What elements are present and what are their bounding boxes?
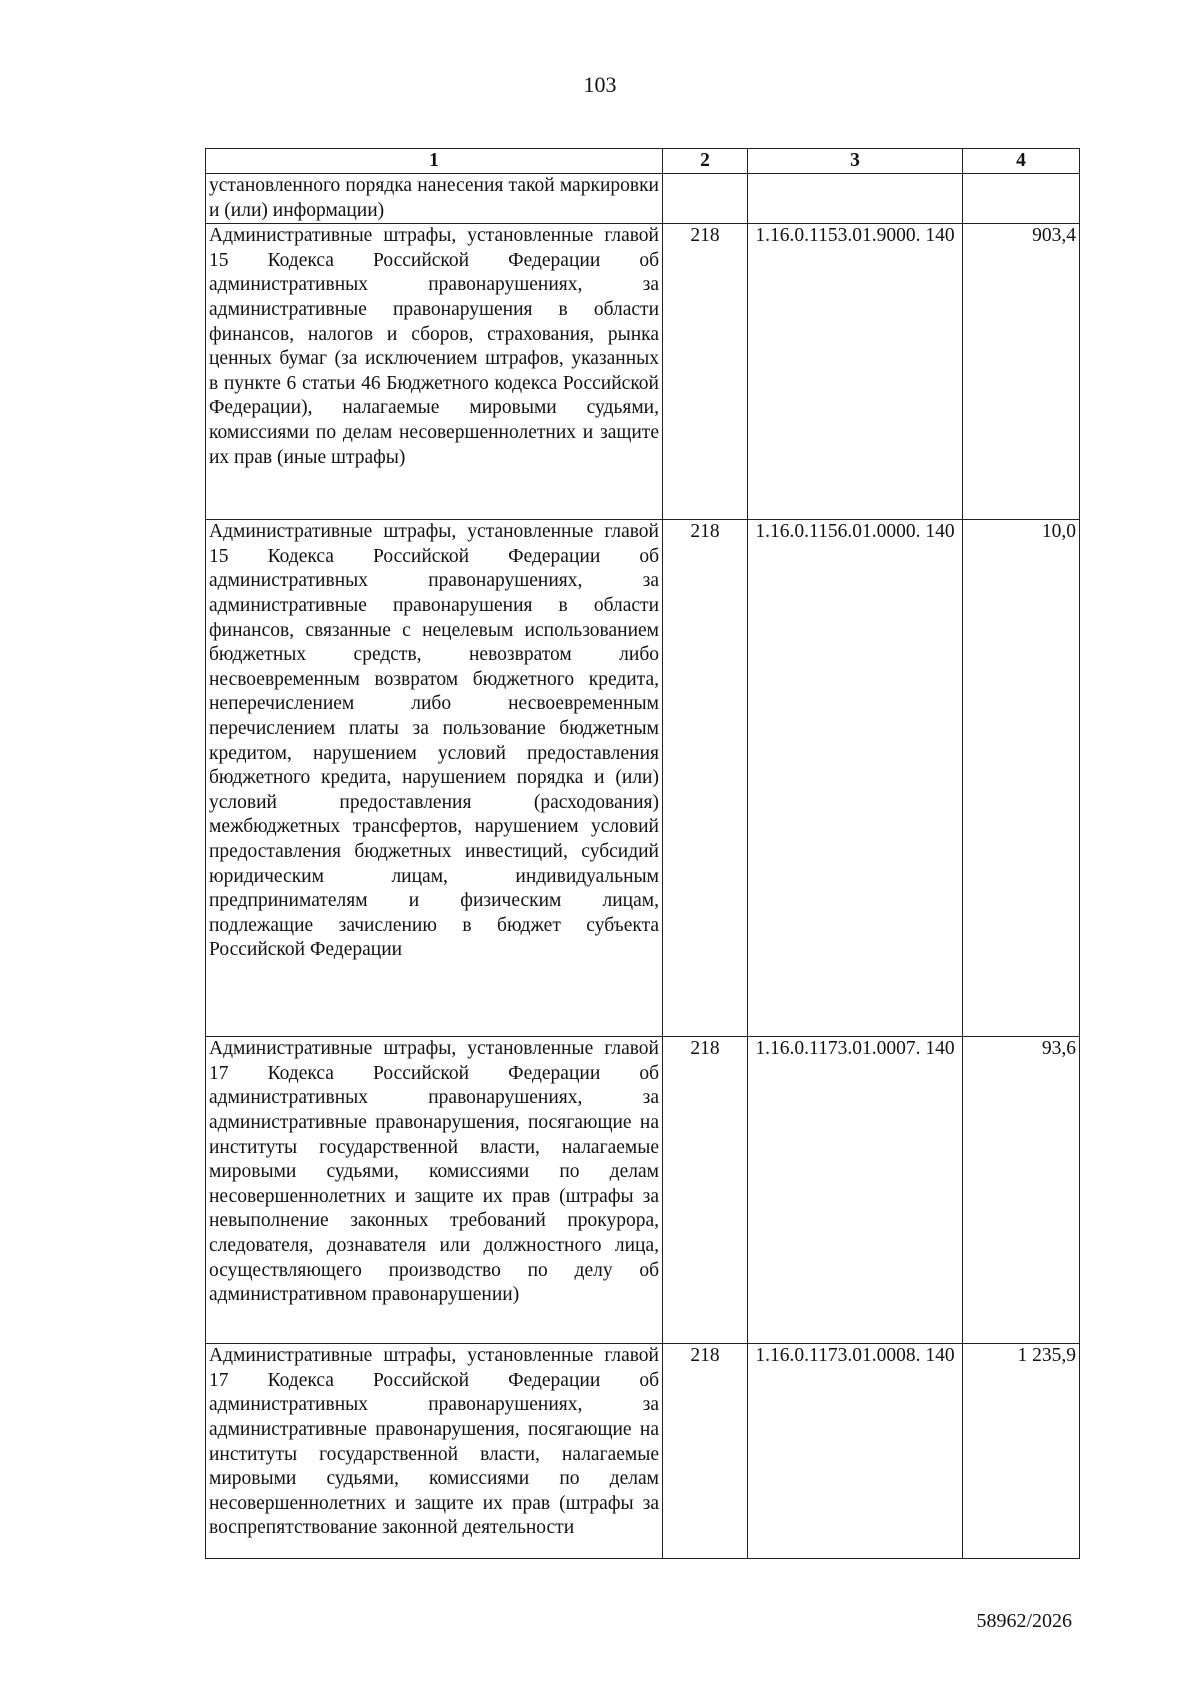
- revenue-table: [205, 148, 1080, 1559]
- column-header-4: 4: [963, 149, 1080, 174]
- table-row: [206, 224, 1080, 520]
- column-header-2: 2: [663, 149, 748, 174]
- row-amount: 10,0: [963, 520, 1080, 1037]
- row-amount: 1 235,9: [963, 1344, 1080, 1559]
- column-header-1: 1: [206, 149, 663, 174]
- row-admin-code: 218: [663, 1344, 748, 1559]
- row-budget-code: 1.16.0.1173.01.0008. 140: [748, 1344, 963, 1559]
- row-amount: 93,6: [963, 1037, 1080, 1344]
- column-header-3: 3: [748, 149, 963, 174]
- row-admin-code: [663, 174, 748, 224]
- row-description: установленного порядка нанесения такой маркировки и (или) информации): [206, 174, 663, 224]
- row-description: Административные штрафы, установленные главой 15 Кодекса Российской Федерации об административных правонарушениях, за административные правонарушения в области финансов, связанные с нецелевым использованием бюджетных средств, невозвратом либо несвоевременным возвратом бюджетного кредита, неперечислением либо несвоевременным перечислением платы за пользование бюджетным кредитом, нарушением условий предоставления бюджетного кредита, нарушением порядка и (или) условий предоставления (расходования) межбюджетных трансфертов, нарушением условий предоставления бюджетных инвестиций, субсидий юридическим лицам, индивидуальным предпринимателям и физическим лицам, подлежащие зачислению в бюджет субъекта Российской Федерации: [206, 520, 663, 1037]
- registration-number: 58962/2026: [976, 1610, 1072, 1632]
- table-row: [206, 174, 1080, 224]
- table-row: [206, 520, 1080, 1037]
- row-budget-code: 1.16.0.1156.01.0000. 140: [748, 520, 963, 1037]
- row-admin-code: 218: [663, 1037, 748, 1344]
- row-description: Административные штрафы, установленные главой 17 Кодекса Российской Федерации об административных правонарушениях, за административные правонарушения, посягающие на институты государственной власти, налагаемые мировыми судьями, комиссиями по делам несовершеннолетних и защите их прав (штрафы за воспрепятствование законной деятельности: [206, 1344, 663, 1559]
- row-budget-code: 1.16.0.1153.01.9000. 140: [748, 224, 963, 520]
- row-description: Административные штрафы, установленные главой 17 Кодекса Российской Федерации об административных правонарушениях, за административные правонарушения, посягающие на институты государственной власти, налагаемые мировыми судьями, комиссиями по делам несовершеннолетних и защите их прав (штрафы за невыполнение законных требований прокурора, следователя, дознавателя или должностного лица, осуществляющего производство по делу об административном правонарушении): [206, 1037, 663, 1344]
- page-number: 103: [583, 72, 617, 97]
- row-budget-code: 1.16.0.1173.01.0007. 140: [748, 1037, 963, 1344]
- row-budget-code: [748, 174, 963, 224]
- row-amount: 903,4: [963, 224, 1080, 520]
- table-header-row: [206, 149, 1080, 174]
- table-row: [206, 1037, 1080, 1344]
- table-row: [206, 1344, 1080, 1559]
- row-description: Административные штрафы, установленные главой 15 Кодекса Российской Федерации об административных правонарушениях, за административные правонарушения в области финансов, налогов и сборов, страхования, рынка ценных бумаг (за исключением штрафов, указанных в пункте 6 статьи 46 Бюджетного кодекса Российской Федерации), налагаемые мировыми судьями, комиссиями по делам несовершеннолетних и защите их прав (иные штрафы): [206, 224, 663, 520]
- row-amount: [963, 174, 1080, 224]
- row-admin-code: 218: [663, 520, 748, 1037]
- row-admin-code: 218: [663, 224, 748, 520]
